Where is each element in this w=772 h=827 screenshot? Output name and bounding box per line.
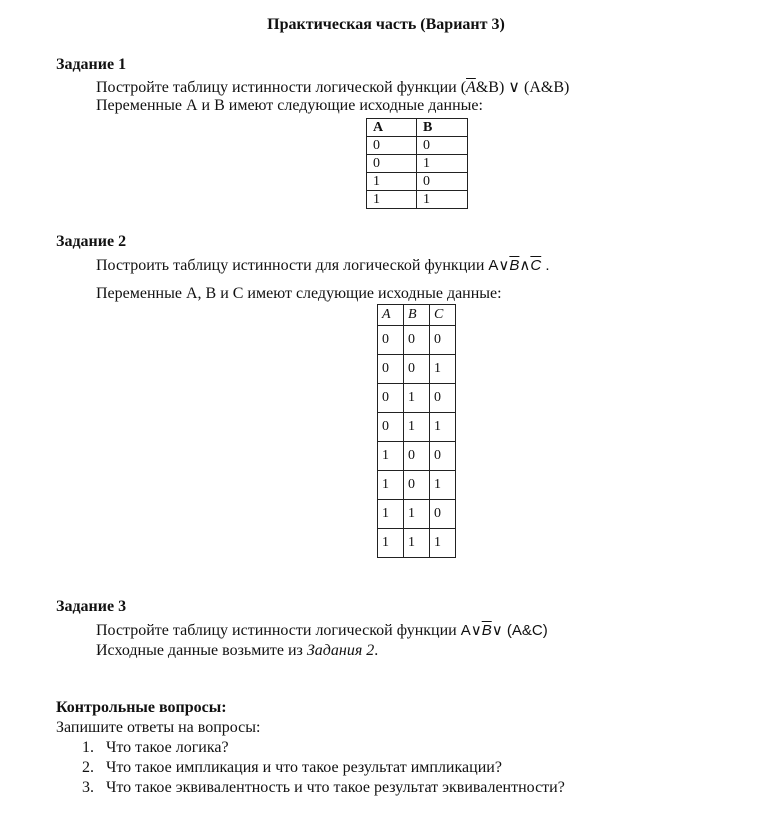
task3-text: Постройте таблицу истинности логической функции (96, 622, 457, 639)
list-item-number: 3. (82, 779, 94, 796)
list-item (82, 739, 565, 759)
task1-negated-var: $\overline{A}$ (466, 79, 476, 96)
table-cell: 0 (430, 326, 456, 355)
table-header-row (378, 305, 456, 326)
task1-truth-table (366, 118, 468, 209)
task-reference: Задания 2 (306, 642, 375, 659)
table-cell: 0 (378, 384, 404, 413)
table-row (367, 191, 468, 209)
negated-var-b: $\overline{B}$ (509, 257, 520, 274)
table-cell: 1 (367, 173, 417, 191)
task2-variables-text: Переменные А, В и С имеют следующие исходные данные: (96, 285, 502, 302)
list-item-text: Что такое эквивалентность и что такое результат эквивалентности? (106, 779, 565, 796)
table-cell: 0 (404, 471, 430, 500)
table-cell: 1 (404, 413, 430, 442)
table-cell: 1 (430, 471, 456, 500)
negated-var-c: $\overline{C}$ (530, 257, 542, 274)
table-cell: 0 (404, 326, 430, 355)
table-cell: 0 (430, 442, 456, 471)
questions-heading: Контрольные вопросы: (56, 699, 227, 716)
task1-heading: Задание 1 (56, 56, 127, 73)
table-header-cell: A (367, 119, 417, 137)
table-row (378, 326, 456, 355)
table-row (367, 173, 468, 191)
formula-part: . (541, 257, 550, 274)
task3-heading: Задание 3 (56, 598, 127, 615)
table-header-cell: B (404, 305, 430, 326)
task2-statement (96, 256, 550, 275)
list-item-number: 1. (82, 739, 94, 756)
table-cell: 0 (404, 355, 430, 384)
table-row (378, 529, 456, 558)
table-cell: 0 (378, 355, 404, 384)
task1-text-suffix: &B) ∨ (A&B) (475, 79, 570, 96)
negated-var-b: $\overline{B}$ (481, 622, 492, 639)
table-row (367, 155, 468, 173)
formula-part: ∨ (A&C) (491, 622, 548, 639)
task1-text-prefix: Постройте таблицу истинности логической функции ( (96, 79, 467, 96)
list-item (82, 779, 565, 799)
table-row (378, 413, 456, 442)
table-cell: 1 (404, 500, 430, 529)
table-row (367, 137, 468, 155)
table-row (378, 442, 456, 471)
formula-part: ∧ (519, 257, 531, 274)
task3-formula (461, 622, 548, 639)
table-cell: 0 (430, 500, 456, 529)
task1-variables-text: Переменные А и В имеют следующие исходные данные: (96, 97, 483, 114)
table-cell: 0 (367, 137, 417, 155)
table-cell: 1 (417, 155, 468, 173)
task3-source-text (96, 642, 378, 660)
list-item (82, 759, 565, 779)
table-header-row (367, 119, 468, 137)
source-text-suffix: . (374, 642, 379, 659)
table-cell: 0 (404, 442, 430, 471)
table-cell: 1 (404, 529, 430, 558)
table-cell: 0 (378, 413, 404, 442)
questions-list (82, 739, 565, 799)
table-cell: 1 (404, 384, 430, 413)
table-cell: 1 (430, 413, 456, 442)
table-header-cell: C (430, 305, 456, 326)
list-item-text: Что такое логика? (106, 739, 229, 756)
questions-intro: Запишите ответы на вопросы: (56, 719, 261, 736)
list-item-text: Что такое импликация и что такое результат импликации? (106, 759, 502, 776)
table-cell: 0 (417, 137, 468, 155)
table-cell: 1 (378, 471, 404, 500)
table-row (378, 500, 456, 529)
table-header-cell: B (417, 119, 468, 137)
table-cell: 0 (430, 384, 456, 413)
formula-part: A∨ (488, 257, 510, 274)
table-cell: 1 (430, 529, 456, 558)
table-cell: 0 (378, 326, 404, 355)
formula-part: A∨ (460, 622, 482, 639)
table-row (378, 384, 456, 413)
task3-statement (96, 621, 548, 640)
table-cell: 1 (430, 355, 456, 384)
table-cell: 1 (378, 442, 404, 471)
table-cell: 1 (417, 191, 468, 209)
source-text-prefix: Исходные данные возьмите из (96, 642, 307, 659)
table-row (378, 355, 456, 384)
table-cell: 0 (367, 155, 417, 173)
table-cell: 1 (378, 529, 404, 558)
list-item-number: 2. (82, 759, 94, 776)
table-cell: 0 (417, 173, 468, 191)
task2-text: Построить таблицу истинности для логической функции (96, 257, 485, 274)
task2-formula (488, 257, 549, 274)
page-title: Практическая часть (Вариант 3) (267, 16, 505, 33)
table-row (378, 471, 456, 500)
task1-statement (96, 77, 569, 97)
task2-heading: Задание 2 (56, 233, 127, 250)
table-cell: 1 (367, 191, 417, 209)
table-header-cell: A (378, 305, 404, 326)
table-cell: 1 (378, 500, 404, 529)
task2-truth-table (377, 304, 456, 558)
